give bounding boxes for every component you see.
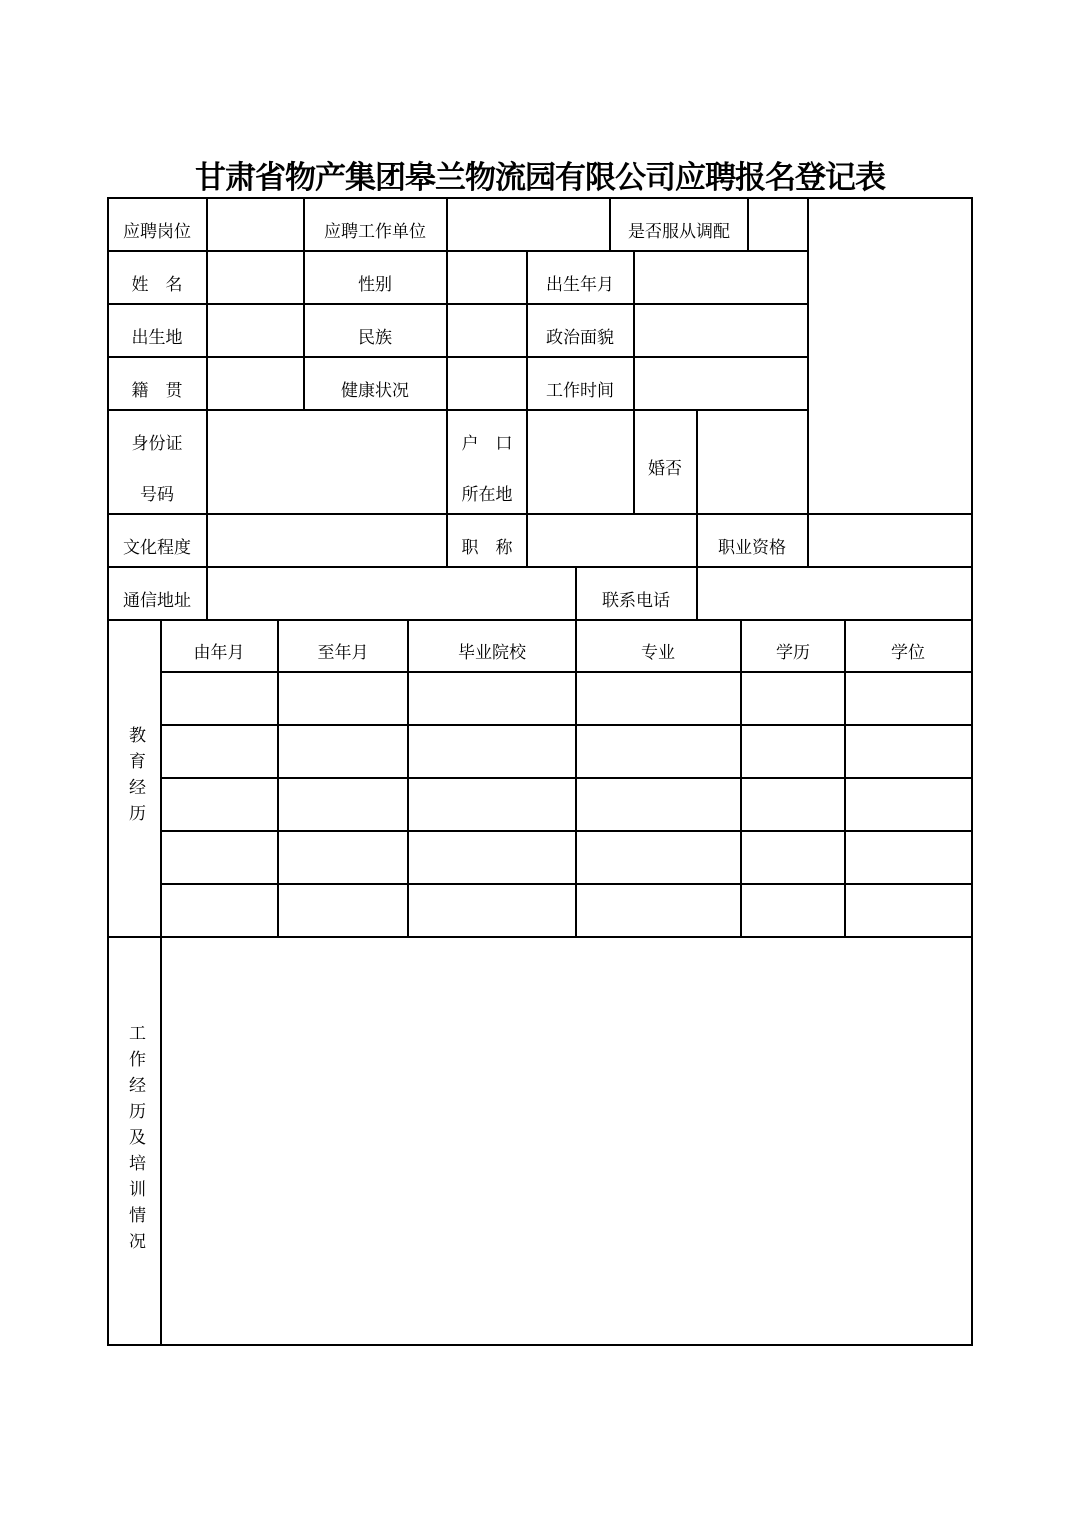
edu-col-major: 专业 <box>641 643 675 663</box>
birthplace-field[interactable] <box>208 305 303 356</box>
label-education-level: 文化程度 <box>123 538 191 558</box>
label-hukou-line1: 户 口 <box>461 434 513 454</box>
applied-position-field[interactable] <box>208 199 303 250</box>
work-start-time-field[interactable] <box>635 358 807 409</box>
qualification-field[interactable] <box>809 515 971 566</box>
birth-date-field[interactable] <box>635 252 807 303</box>
native-place-field[interactable] <box>208 358 303 409</box>
label-work-start-time: 工作时间 <box>546 381 614 401</box>
form-title: 甘肃省物产集团皋兰物流园有限公司应聘报名登记表 <box>195 160 885 196</box>
political-status-field[interactable] <box>635 305 807 356</box>
edu-col-to: 至年月 <box>317 643 369 663</box>
work-section-label: 工作经历及培训情况 <box>125 1024 145 1258</box>
hukou-field[interactable] <box>528 411 633 513</box>
health-field[interactable] <box>448 358 526 409</box>
label-birth-date: 出生年月 <box>546 275 614 295</box>
mailing-address-field[interactable] <box>208 568 575 619</box>
phone-field[interactable] <box>698 568 971 619</box>
name-field[interactable] <box>208 252 303 303</box>
obey-assignment-field[interactable] <box>749 199 807 250</box>
label-political-status: 政治面貌 <box>546 328 614 348</box>
applied-unit-field[interactable] <box>448 199 609 250</box>
label-id-number-line1: 身份证 <box>131 434 183 454</box>
edu-col-degree-level: 学历 <box>776 643 810 663</box>
label-applied-unit: 应聘工作单位 <box>324 222 426 242</box>
edu-col-from: 由年月 <box>193 643 245 663</box>
label-native-place: 籍 贯 <box>131 381 183 401</box>
marital-status-field[interactable] <box>698 411 807 513</box>
photo-area[interactable] <box>809 199 971 566</box>
education-section-label: 教育经历 <box>125 726 145 830</box>
ethnicity-field[interactable] <box>448 305 526 356</box>
label-hukou-line2: 所在地 <box>461 485 513 505</box>
label-health: 健康状况 <box>341 381 409 401</box>
label-mailing-address: 通信地址 <box>123 591 191 611</box>
professional-title-field[interactable] <box>528 515 696 566</box>
label-applied-position: 应聘岗位 <box>123 222 191 242</box>
label-gender: 性别 <box>358 275 392 295</box>
label-qualification: 职业资格 <box>718 538 786 558</box>
label-birthplace: 出生地 <box>131 328 183 348</box>
label-id-number-line2: 号码 <box>140 485 174 505</box>
education-level-field[interactable] <box>208 515 446 566</box>
label-ethnicity: 民族 <box>358 328 392 348</box>
label-name: 姓 名 <box>131 275 183 295</box>
education-rows-area[interactable] <box>162 673 971 936</box>
edu-col-degree: 学位 <box>891 643 925 663</box>
gender-field[interactable] <box>448 252 526 303</box>
label-obey-assignment: 是否服从调配 <box>628 222 730 242</box>
label-marital-status: 婚否 <box>648 459 682 479</box>
id-number-field[interactable] <box>208 411 446 513</box>
work-experience-field[interactable] <box>162 938 971 1344</box>
label-phone: 联系电话 <box>602 591 670 611</box>
edu-col-school: 毕业院校 <box>458 643 526 663</box>
label-professional-title: 职 称 <box>461 538 513 558</box>
